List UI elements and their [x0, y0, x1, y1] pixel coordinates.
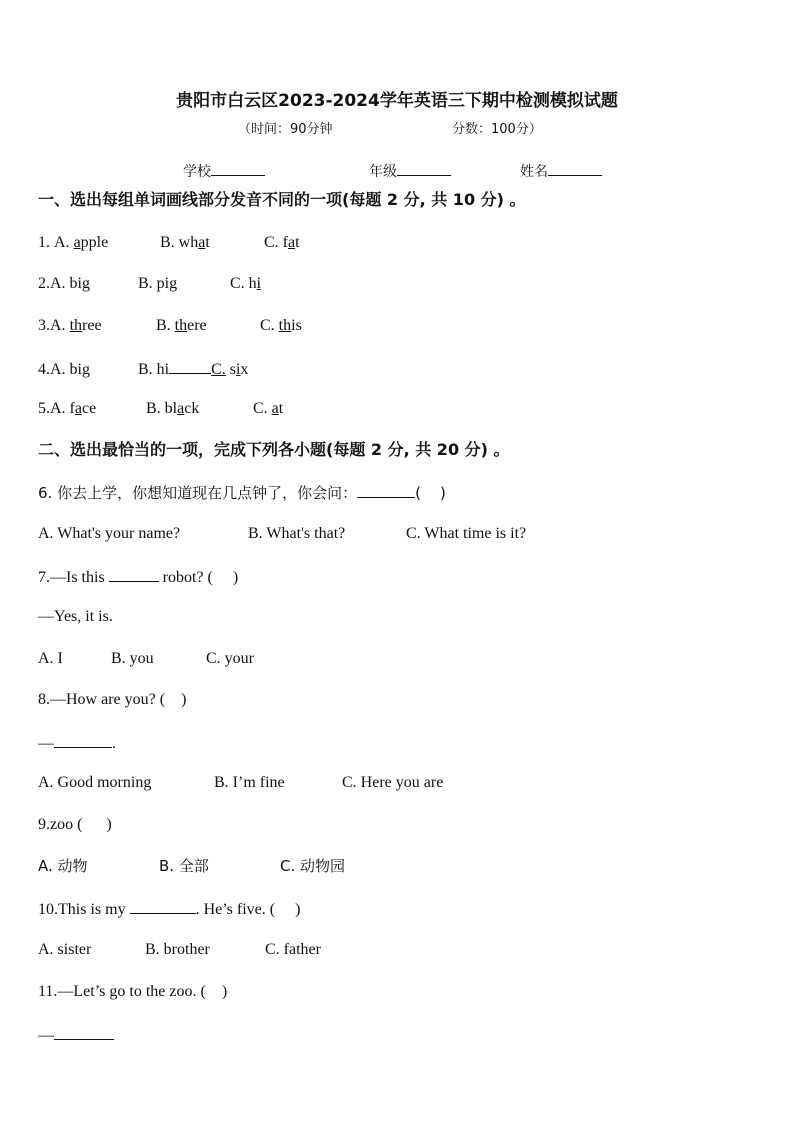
q8-period: .: [112, 735, 116, 752]
q1-option-b[interactable]: B. what: [160, 234, 210, 251]
question-10: [38, 898, 300, 920]
name-field: [520, 160, 602, 181]
school-blank[interactable]: [211, 160, 265, 176]
q1-option-a[interactable]: A. apple: [54, 234, 109, 251]
q10-options: [38, 940, 321, 960]
grade-blank[interactable]: [397, 160, 451, 176]
q5-option-c[interactable]: C. at: [253, 400, 284, 417]
q7-answer: —Yes, it is.: [38, 608, 113, 625]
q1-number: 1.: [38, 234, 54, 251]
q4-option-c[interactable]: C. six: [211, 361, 249, 378]
q10-blank[interactable]: [130, 898, 196, 914]
question-8: 8.—How are you? ( ): [38, 691, 187, 708]
q3-option-c[interactable]: C. this: [260, 317, 302, 334]
grade-field: [369, 160, 451, 181]
q7-option-a[interactable]: A. I: [38, 650, 63, 667]
q2-option-a[interactable]: A. big: [50, 275, 90, 292]
q5-option-a[interactable]: A. face: [50, 400, 97, 417]
q9-options: [38, 856, 345, 876]
section2-heading: 二、选出最恰当的一项，完成下列各小题(每题 2 分, 共 20 分) 。: [38, 440, 510, 459]
q6-option-c[interactable]: C. What time is it?: [406, 525, 527, 542]
q10-option-c[interactable]: C. father: [265, 941, 321, 958]
grade-label: 年级: [369, 164, 397, 180]
q9-option-c[interactable]: C. 动物园: [280, 857, 346, 875]
q8-option-b[interactable]: B. I’m fine: [214, 774, 285, 791]
q7-options: [38, 649, 254, 669]
q7-option-b[interactable]: B. you: [111, 650, 154, 667]
q5-number: 5.: [38, 400, 50, 417]
q10-option-b[interactable]: B. brother: [145, 941, 210, 958]
q10-stem-start: 10.This is my: [38, 901, 130, 918]
q2-option-b[interactable]: B. pig: [138, 275, 178, 292]
q11-dash: —: [38, 1027, 54, 1044]
q5-option-b[interactable]: B. black: [146, 400, 200, 417]
q10-stem-end: . He’s five. ( ): [195, 901, 301, 918]
school-field: [183, 160, 265, 181]
q4-blank: [169, 358, 211, 374]
question-4: [38, 358, 248, 380]
q7-stem-start: 7.—Is this: [38, 569, 109, 586]
q7-option-c[interactable]: C. your: [206, 650, 254, 667]
q8-dash: —: [38, 735, 54, 752]
exam-score: 分数：100分）: [452, 122, 542, 137]
q4-option-a[interactable]: A. big: [50, 361, 90, 378]
q4-option-b[interactable]: B. hi: [138, 358, 211, 380]
q3-option-b[interactable]: B. there: [156, 317, 207, 334]
question-7: [38, 566, 238, 588]
q6-option-a[interactable]: A. What's your name?: [38, 525, 181, 542]
q6-option-b[interactable]: B. What's that?: [248, 525, 346, 542]
section1-heading: 一、选出每组单词画线部分发音不同的一项(每题 2 分, 共 10 分) 。: [38, 190, 526, 209]
q10-option-a[interactable]: A. sister: [38, 941, 92, 958]
q2-number: 2.: [38, 275, 50, 292]
question-11: 11.—Let’s go to the zoo. ( ): [38, 983, 228, 1000]
q9-option-b[interactable]: B. 全部: [159, 857, 209, 875]
q6-answer-paren: ( ): [415, 484, 446, 502]
q8-answer: [38, 732, 116, 754]
question-6: [38, 482, 446, 503]
name-label: 姓名: [520, 164, 548, 180]
q7-blank[interactable]: [109, 566, 159, 582]
q4-number: 4.: [38, 361, 50, 378]
q2-option-c[interactable]: C. hi: [230, 275, 262, 292]
q8-options: [38, 773, 443, 793]
question-5: [38, 399, 283, 419]
name-blank[interactable]: [548, 160, 602, 176]
q8-blank[interactable]: [54, 732, 112, 748]
question-3: [38, 316, 302, 336]
q6-blank[interactable]: [357, 482, 415, 498]
q8-option-a[interactable]: A. Good morning: [38, 774, 152, 791]
question-9: 9.zoo ( ): [38, 816, 112, 833]
q11-answer: [38, 1024, 114, 1046]
exam-time: （时间：90分钟: [238, 122, 333, 137]
school-label: 学校: [183, 164, 211, 180]
q6-stem: 6. 你去上学，你想知道现在几点钟了，你会问：: [38, 484, 358, 502]
q6-options: [38, 524, 526, 544]
q1-option-c[interactable]: C. fat: [264, 234, 300, 251]
q3-number: 3.: [38, 317, 50, 334]
q11-blank[interactable]: [54, 1024, 114, 1040]
page-title: 贵阳市白云区2023-2024学年英语三下期中检测模拟试题: [176, 91, 618, 111]
question-1: [38, 233, 300, 253]
question-2: [38, 274, 261, 294]
q3-option-a[interactable]: A. three: [50, 317, 102, 334]
q9-option-a[interactable]: A. 动物: [38, 857, 88, 875]
q7-stem-end: robot? ( ): [158, 569, 239, 586]
q8-option-c[interactable]: C. Here you are: [342, 774, 444, 791]
